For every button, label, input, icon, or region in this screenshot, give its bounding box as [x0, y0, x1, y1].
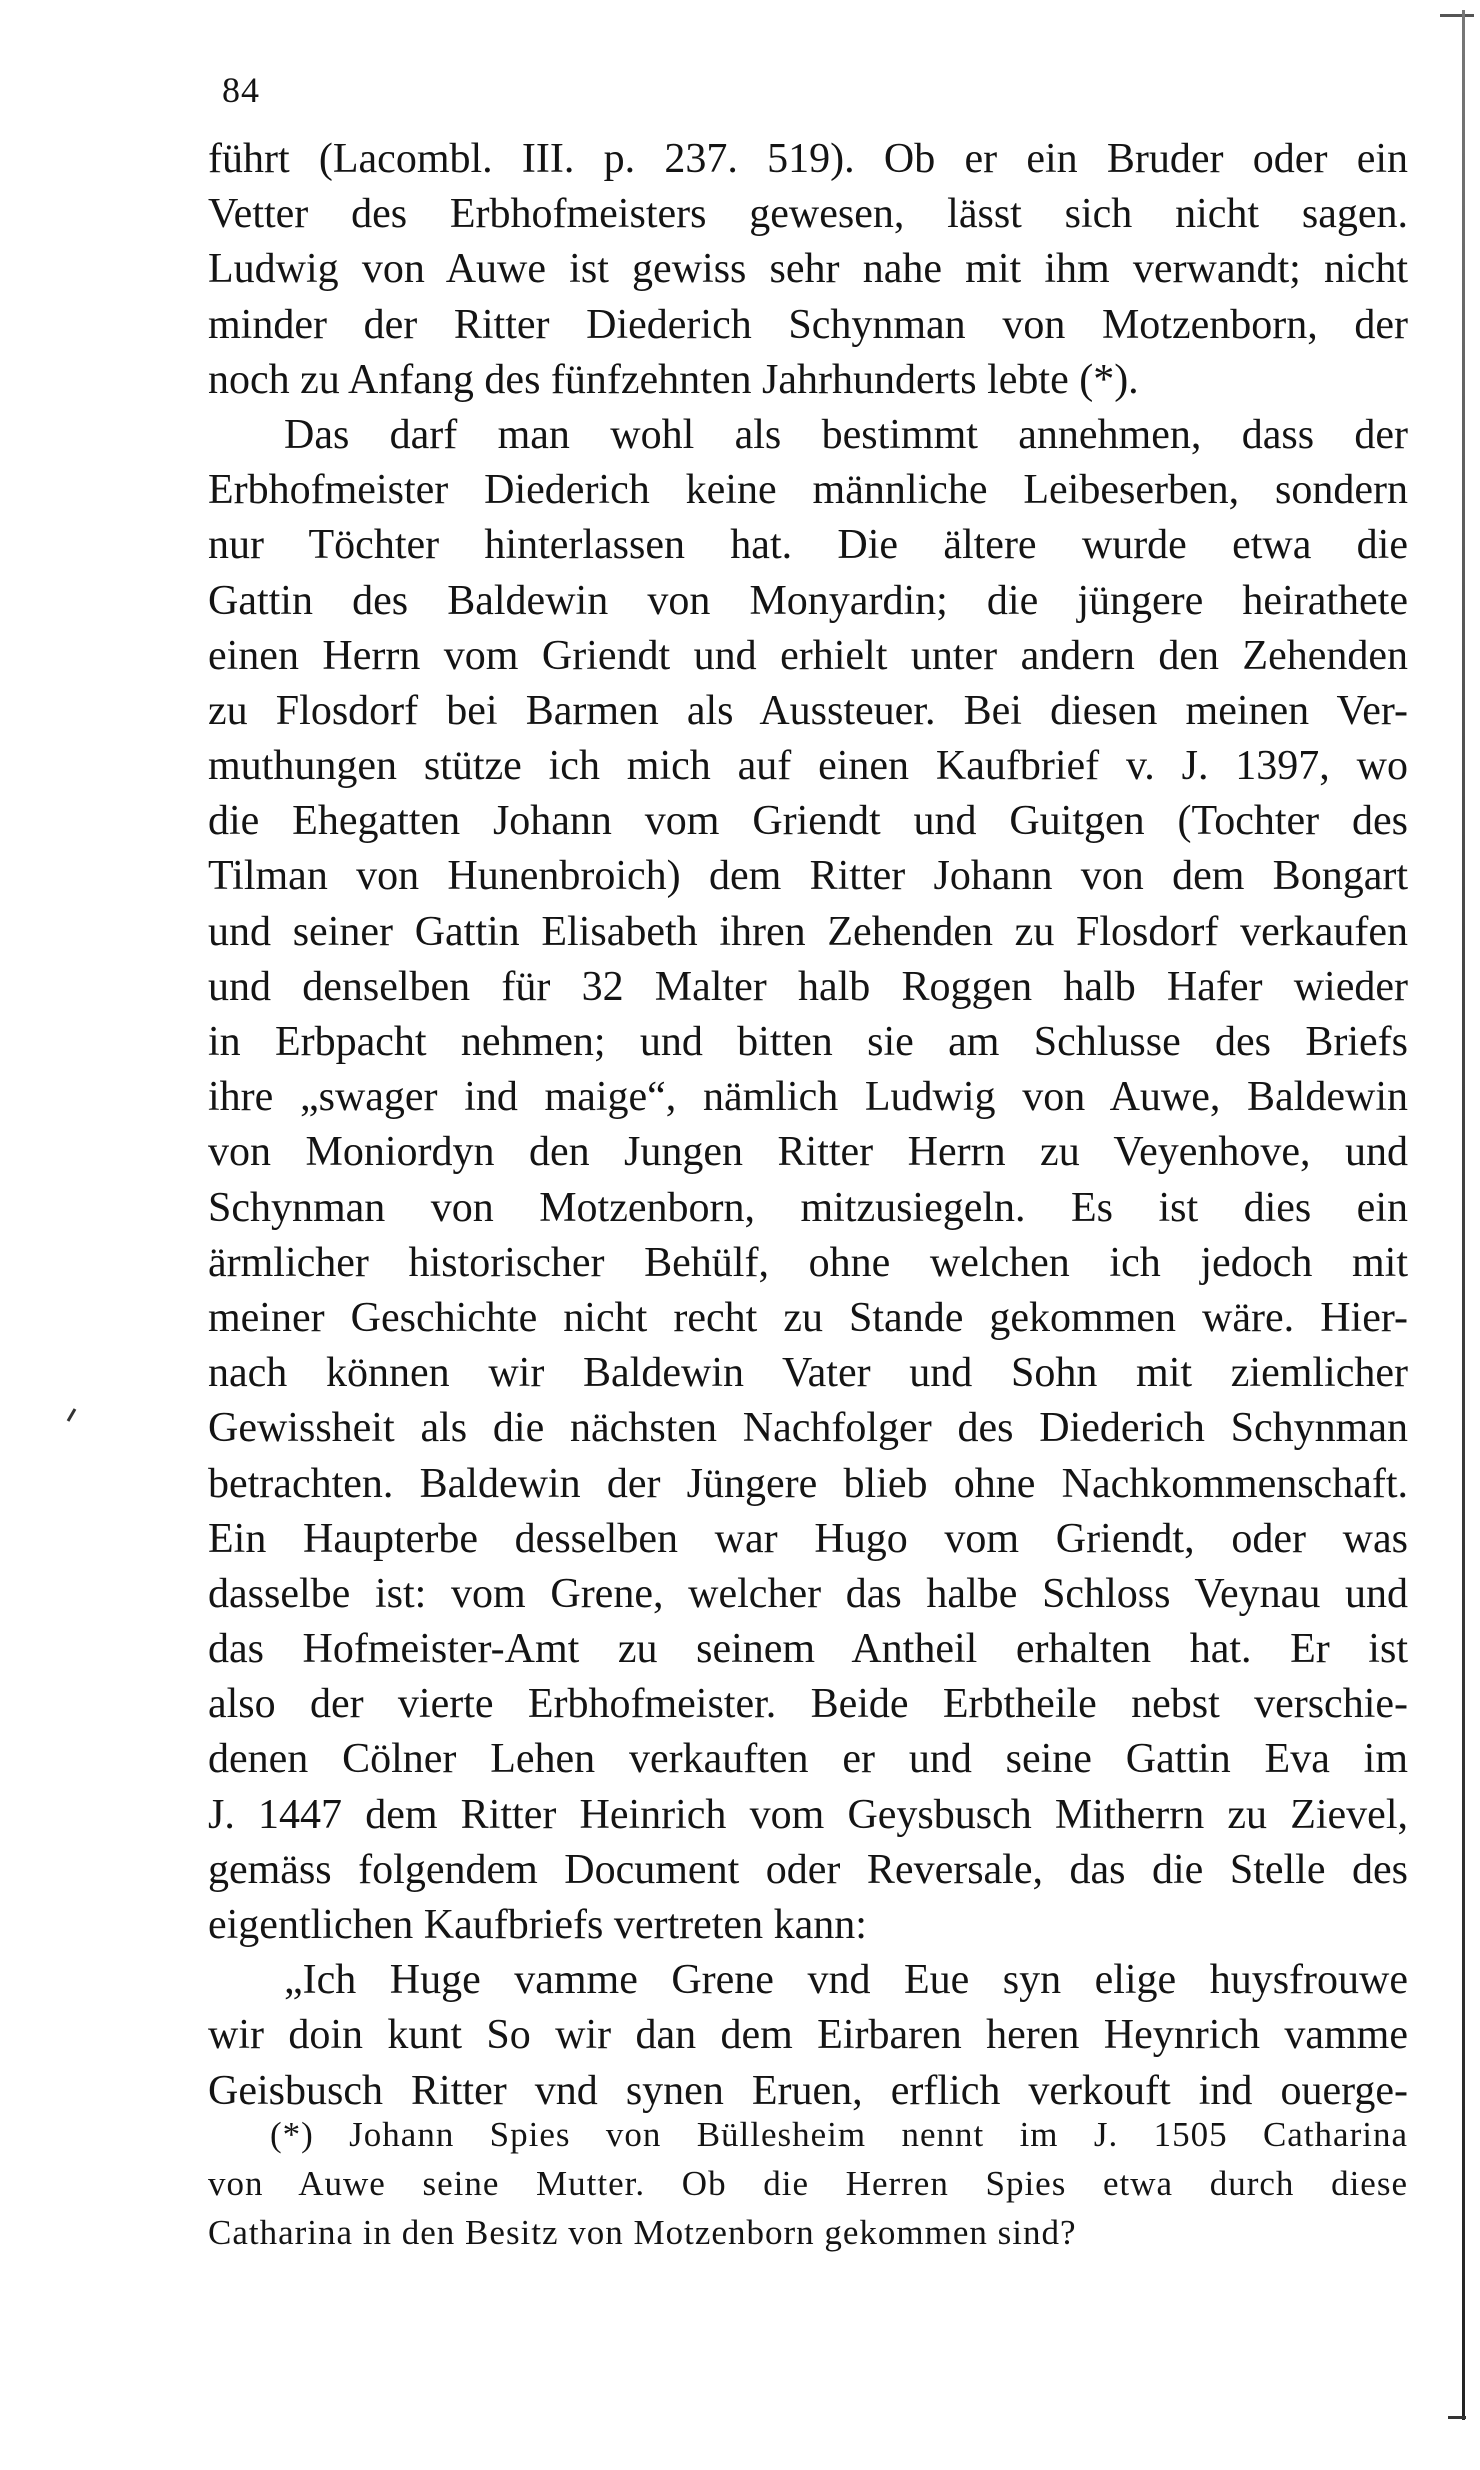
footnote — [208, 2110, 1408, 2257]
text-line: und seiner Gattin Elisabeth ihren Zehenden zu Flosdorf verkaufen — [208, 908, 1408, 955]
text-line: noch zu Anfang des fünfzehnten Jahrhunderts lebte (*). — [208, 356, 1139, 403]
text-line: und denselben für 32 Malter halb Roggen halb Hafer wieder — [208, 963, 1408, 1010]
text-line: Gewissheit als die nächsten Nachfolger des Diederich Schynman — [208, 1405, 1408, 1452]
text-line: dasselbe ist: vom Grene, welcher das halbe Schloss Veynau und — [208, 1570, 1408, 1617]
text-line: die Ehegatten Johann vom Griendt und Guitgen (Tochter des — [208, 798, 1408, 845]
text-line: ihre „swager ind maige“, nämlich Ludwig von Auwe, Baldewin — [208, 1074, 1408, 1121]
footnote-line: von Auwe seine Mutter. Ob die Herren Spies etwa durch diese — [208, 2164, 1408, 2203]
footnote-line: (*) Johann Spies von Büllesheim nennt im J. 1505 Catharina — [270, 2115, 1408, 2154]
text-line: das Hofmeister-Amt zu seinem Antheil erhalten hat. Er ist — [208, 1626, 1408, 1673]
text-line: muthungen stütze ich mich auf einen Kaufbrief v. J. 1397, wo — [208, 743, 1408, 790]
text-line: einen Herrn vom Griendt und erhielt unter andern den Zehenden — [208, 632, 1408, 679]
text-line: Vetter des Erbhofmeisters gewesen, lässt sich nicht sagen. — [208, 191, 1408, 238]
text-line: wir doin kunt So wir dan dem Eirbaren heren Heynrich vamme — [208, 2012, 1408, 2059]
text-line: also der vierte Erbhofmeister. Beide Erbtheile nebst verschie- — [208, 1681, 1408, 1728]
text-line: meiner Geschichte nicht recht zu Stande gekommen wäre. Hier- — [208, 1294, 1408, 1341]
text-line: von Moniordyn den Jungen Ritter Herrn zu Veyenhove, und — [208, 1129, 1408, 1176]
text-line: Geisbusch Ritter vnd synen Eruen, erflich verkouft ind ouerge- — [208, 2067, 1408, 2114]
text-line: nach können wir Baldewin Vater und Sohn mit ziemlicher — [208, 1350, 1408, 1397]
text-line: Das darf man wohl als bestimmt annehmen, dass der — [284, 411, 1408, 458]
text-line: Ein Haupterbe desselben war Hugo vom Griendt, oder was — [208, 1515, 1408, 1562]
footnote-line: Catharina in den Besitz von Motzenborn gekommen sind? — [208, 2213, 1077, 2252]
scan-edge-mark — [1440, 14, 1474, 17]
text-line: Gattin des Baldewin von Monyardin; die jüngere heirathete — [208, 577, 1408, 624]
main-text — [208, 132, 1408, 2119]
text-line: in Erbpacht nehmen; und bitten sie am Schlusse des Briefs — [208, 1019, 1408, 1065]
margin-mark — [67, 1408, 77, 1422]
page-edge-line — [1462, 10, 1465, 2420]
text-line: minder der Ritter Diederich Schynman von Motzenborn, der — [208, 301, 1408, 348]
text-line: führt (Lacombl. III. p. 237. 519). Ob er ein Bruder oder ein — [208, 136, 1408, 182]
text-line: ärmlicher historischer Behülf, ohne welchen ich jedoch mit — [208, 1239, 1408, 1286]
text-line: Ludwig von Auwe ist gewiss sehr nahe mit ihm verwandt; nicht — [208, 246, 1408, 293]
text-line: betrachten. Baldewin der Jüngere blieb ohne Nachkommenschaft. — [208, 1460, 1408, 1507]
text-line: J. 1447 dem Ritter Heinrich vom Geysbusch Mitherrn zu Zievel, — [208, 1791, 1408, 1838]
text-line: Erbhofmeister Diederich keine männliche Leibeserben, sondern — [208, 467, 1408, 514]
text-line: zu Flosdorf bei Barmen als Aussteuer. Bei diesen meinen Ver- — [208, 687, 1408, 734]
text-line: Schynman von Motzenborn, mitzusiegeln. Es ist dies ein — [208, 1184, 1408, 1231]
page-number: 84 — [222, 70, 260, 110]
text-line: nur Töchter hinterlassen hat. Die ältere wurde etwa die — [208, 522, 1408, 569]
text-line: gemäss folgendem Document oder Reversale, das die Stelle des — [208, 1846, 1408, 1893]
text-line: eigentlichen Kaufbriefs vertreten kann: — [208, 1902, 867, 1948]
text-line: denen Cölner Lehen verkauften er und seine Gattin Eva im — [208, 1736, 1408, 1783]
text-line: „Ich Huge vamme Grene vnd Eue syn elige huysfrouwe — [284, 1957, 1408, 2004]
text-line: Tilman von Hunenbroich) dem Ritter Johann von dem Bongart — [208, 853, 1408, 900]
scan-edge-mark — [1448, 2416, 1466, 2419]
